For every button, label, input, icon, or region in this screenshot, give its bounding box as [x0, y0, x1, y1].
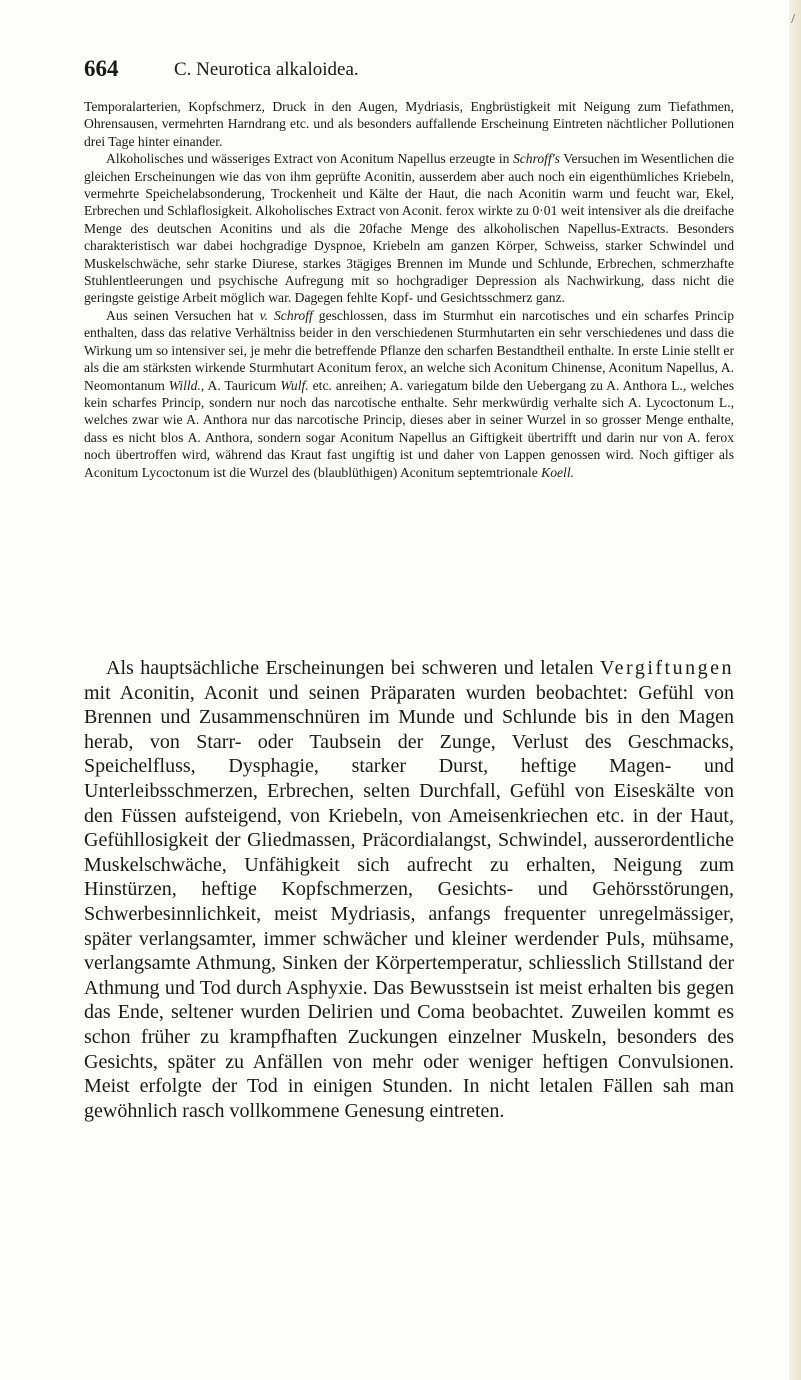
margin-mark: / [791, 12, 795, 27]
author-citation: Willd. [168, 377, 201, 393]
paragraph-3: Aus seinen Versuchen hat v. Schroff geschlossen, dass im Sturmhut ein narcotisches und ein scharfes Princip enthalten, dass das relative Verhältniss beider in den verschiedenen Sturmhutarten ein sehr verschiedenes und dass die Wirkung um so intensiver sei, je mehr die betreffende Pflanze den scharfen Bestandtheil enthalte. In erste Linie stellt er als die am stärksten wirkende Sturmhutart Aconitum ferox, an welche sich Aconitum Chinense, Aconitum Napellus, A. Neomontanum Willd., A. Tauricum Wulf. etc. anreihen; A. variegatum bilde den Uebergang zu A. Anthora L., welches kein scharfes Princip, sondern nur noch das narcotische enthalte. Sehr merkwürdig verhalte sich A. Lycoctonum L., welches zwar wie A. Anthora nur das narcotische Princip, dieses aber in seiner Wurzel in so grosser Menge enthalte, dass es nicht blos A. Anthora, sondern sogar Aconitum Napellus an Giftigkeit übertrifft und darin nur von A. ferox noch übertroffen wird, während das Kraut fast ungiftig ist und daher von Lappen genossen wird. Noch giftiger als Aconitum Lycoctonum ist die Wurzel des (blaublüthigen) Aconitum septemtrionale Koell. [84, 307, 734, 480]
paragraph-4: Als hauptsächliche Erscheinungen bei schweren und letalen Vergiftungen mit Aconitin, Aconit und seinen Präparaten wurden beobachtet: Gefühl von Brennen und Zusammenschnüren im Munde und Schlunde bis in den Magen herab, von Starr- oder Taubsein der Zunge, Verlust des Geschmacks, Speichelfluss, Dysphagie, starker Durst, heftige Magen- und Unterleibsschmerzen, Erbrechen, selten Durchfall, Gefühl von Eiseskälte von den Füssen aufsteigend, von Kriebeln, von Ameisenkriechen etc. in der Haut, Gefühllosigkeit der Gliedmassen, Präcordialangst, Schwindel, ausserordentliche Muskelschwäche, Unfähigkeit sich aufrecht zu erhalten, Neigung zum Hinstürzen, heftige Kopfschmerzen, Gesichts- und Gehörsstörungen, Schwerbesinnlichkeit, meist Mydriasis, anfangs frequenter unregelmässiger, später verlangsamter, immer schwächer und kleiner werdender Puls, mühsame, verlangsamte Athmung, Sinken der Körpertemperatur, schliesslich Stillstand der Athmung und Tod durch Asphyxie. Das Bewusstsein ist meist erhalten bis gegen das Ende, seltener wurden Delirien und Coma beobachtet. Zuweilen kommt es schon früher zu krampfhaften Zuckungen einzelner Muskeln, besonders des Gesichts, später zu Anfällen von mehr oder weniger heftigen Convulsionen. Meist erfolgte der Tod in einigen Stunden. In nicht letalen Fällen sah man gewöhnlich rasch vollkommene Genesung eintreten. [84, 657, 734, 1122]
section-title: C. Neurotica alkaloidea. [174, 59, 359, 80]
author-citation: v. Schroff [259, 307, 313, 323]
author-citation: Koell. [541, 464, 574, 480]
page-number: 664 [84, 56, 119, 81]
spaced-emphasis: Vergiftungen [599, 657, 734, 679]
author-citation: Wulf. [280, 377, 309, 393]
page-edge [789, 0, 801, 1380]
paragraph-1: Temporalarterien, Kopfschmerz, Druck in den Augen, Mydriasis, Engbrüstigkeit mit Neigung zum Tiefathmen, Ohrensausen, vermehrten Harndrang etc. und als besonders auffallende Erscheinung Eintreten nächtlicher Pollutionen drei Tage hinter einander. [84, 99, 734, 149]
small-print-section [84, 98, 734, 481]
author-citation: Schroff's [512, 151, 560, 167]
running-head [84, 56, 734, 86]
large-print-section [84, 656, 734, 1123]
paragraph-2: Alkoholisches und wässeriges Extract von Aconitum Napellus erzeugte in Schroff's Versuchen im Wesentlichen die gleichen Erscheinungen wie das von ihm geprüfte Aconitin, ausserdem aber auch noch ein eigenthümliches Kriebeln, vermehrte Speichelabsonderung, Trockenheit und Kälte der Haut, die nach Aconitin warm und feucht war, Ekel, Erbrechen und Schlaflosigkeit. Alkoholisches Extract von Aconit. ferox wirkte zu 0·01 weit intensiver als die dreifache Menge des deutschen Aconitins und als die 20fache Menge des alkoholischen Napellus-Extracts. Besonders charakteristisch war dabei hochgradige Dyspnoe, Kriebeln am ganzen Körper, Schweiss, starker Schwindel und Muskelschwäche, sehr starke Diurese, starkes 3tägiges Brennen im Munde und Schlunde, Erbrechen, schmerzhafte Stuhlentleerungen und psychische Aufregung mit so hochgradiger Depression als Nachwirkung, dass nicht die geringste geistige Arbeit möglich war. Dagegen fehlte Kopf- und Gesichtsschmerz ganz. [84, 151, 734, 306]
